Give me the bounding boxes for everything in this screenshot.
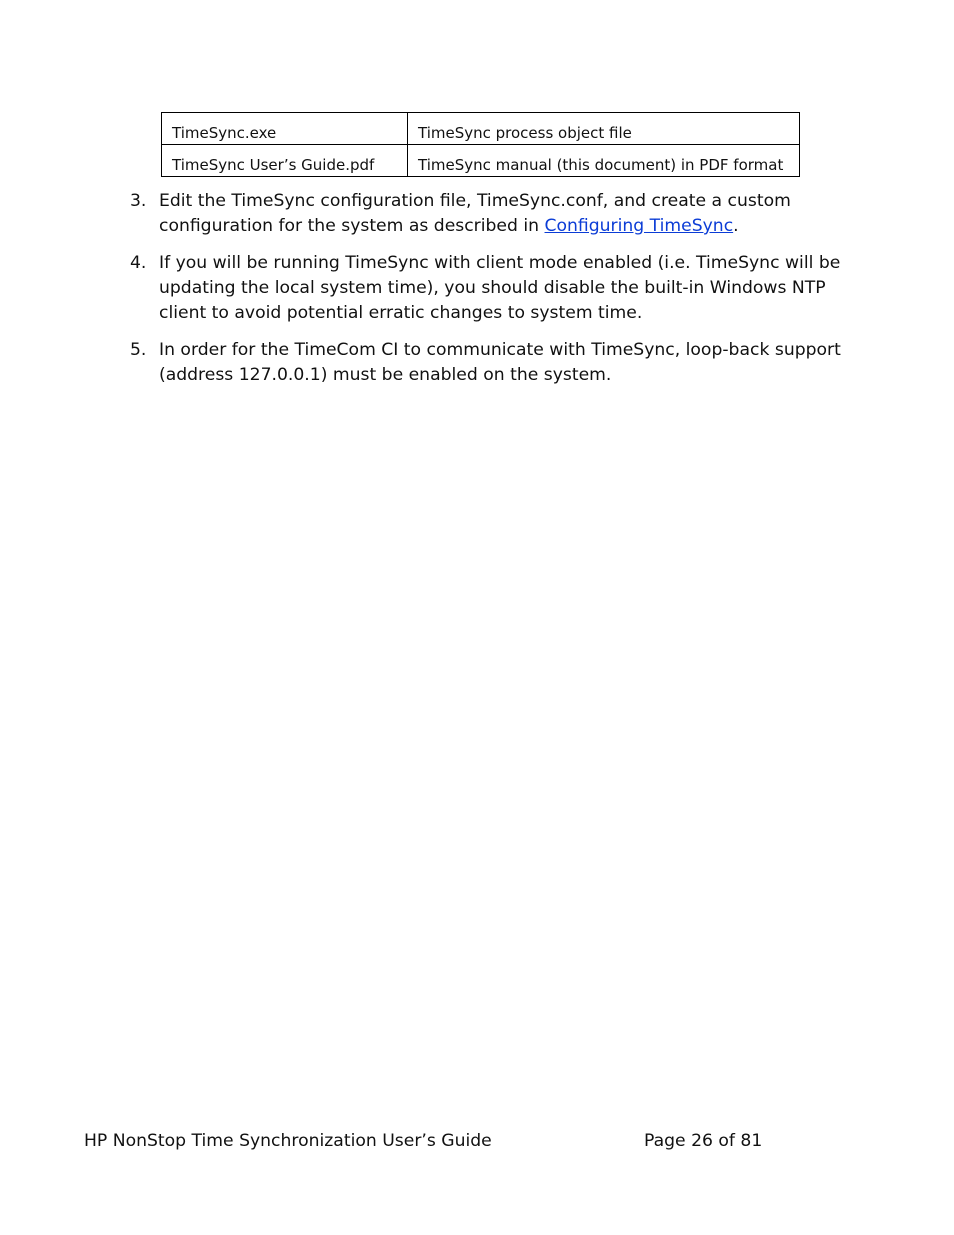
list-item bbox=[130, 338, 876, 388]
step-text: In order for the TimeCom CI to communicate with TimeSync, loop-back support (address 127.0.0.1) must be enabled on the system. bbox=[159, 340, 841, 385]
file-name-cell: TimeSync User’s Guide.pdf bbox=[162, 145, 408, 177]
file-description-cell: TimeSync manual (this document) in PDF format bbox=[408, 145, 800, 177]
file-description-cell: TimeSync process object file bbox=[408, 113, 800, 145]
footer-page-number: Page 26 of 81 bbox=[644, 1131, 763, 1151]
table-row bbox=[162, 113, 800, 145]
configuring-timesync-link[interactable]: Configuring TimeSync bbox=[544, 216, 734, 236]
file-table bbox=[161, 112, 800, 177]
step-text: If you will be running TimeSync with client mode enabled (i.e. TimeSync will be updating the local system time), you should disable the built-in Windows NTP client to avoid potential erratic changes to system time. bbox=[159, 253, 841, 323]
step-text-end: . bbox=[733, 216, 739, 236]
step-number: 5. bbox=[130, 340, 147, 360]
list-item bbox=[130, 189, 876, 239]
step-text: Edit the TimeSync configuration file, TimeSync.conf, and create a custom configuration for the system as described in bbox=[159, 191, 791, 236]
footer-document-title: HP NonStop Time Synchronization User’s Guide bbox=[84, 1131, 492, 1151]
list-item bbox=[130, 251, 876, 326]
step-number: 4. bbox=[130, 253, 147, 273]
file-name-cell: TimeSync.exe bbox=[162, 113, 408, 145]
installation-steps-list bbox=[130, 189, 876, 400]
table-row bbox=[162, 145, 800, 177]
step-number: 3. bbox=[130, 191, 147, 211]
